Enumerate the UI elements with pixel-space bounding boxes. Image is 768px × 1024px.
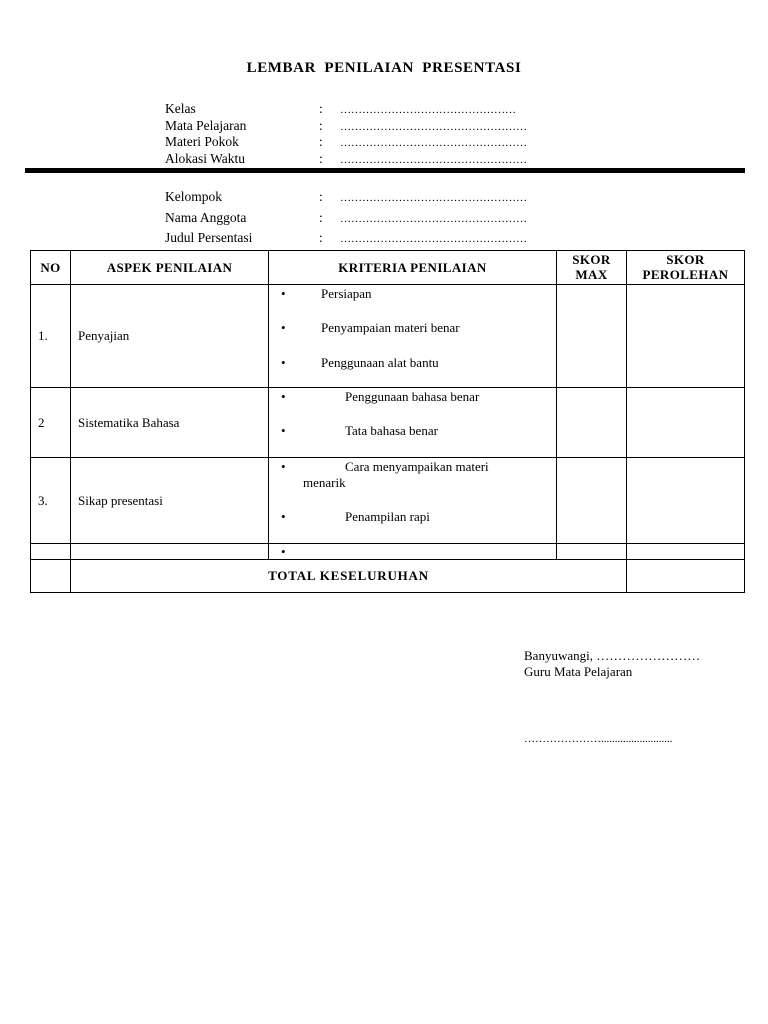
field-colon: :: [319, 151, 323, 166]
criteria-item: [269, 319, 556, 336]
criteria-text: Cara menyampaikan materi: [345, 459, 489, 474]
separator-rule: [25, 168, 745, 173]
total-no: [31, 560, 71, 593]
field-colon: :: [319, 189, 323, 204]
bullet-icon: •: [281, 544, 286, 559]
field-dots: ……………………………………………: [340, 233, 527, 245]
table-header-row: [31, 251, 745, 285]
criteria-item: [269, 544, 556, 559]
bullet-icon: •: [281, 509, 286, 524]
criteria-text: Penggunaan alat bantu: [321, 355, 439, 370]
table-row: [31, 388, 745, 458]
field-dots: ……………………………………………: [340, 154, 527, 166]
row-skor-perolehan: [627, 458, 745, 544]
row-skor-max: [557, 458, 627, 544]
row-skor-perolehan: [627, 285, 745, 388]
criteria-item: [269, 285, 556, 302]
row-no: [31, 544, 71, 560]
row-aspek: [71, 544, 269, 560]
criteria-item: [269, 354, 556, 371]
row-aspek: Sikap presentasi: [71, 458, 269, 544]
document-title: LEMBAR PENILAIAN PRESENTASI: [246, 60, 522, 76]
row-no: 2: [31, 388, 71, 458]
header-skor-perolehan: [627, 251, 745, 285]
row-skor-max: [557, 388, 627, 458]
field-colon: :: [319, 210, 323, 225]
field-label-kelas: Kelas: [165, 101, 196, 116]
row-skor-max: [557, 544, 627, 560]
row-kriteria: [269, 458, 557, 544]
header-skor-perolehan-line2: PEROLEHAN: [642, 267, 729, 282]
row-aspek: Penyajian: [71, 285, 269, 388]
table-row: [31, 458, 745, 544]
header-skor-max: [557, 251, 627, 285]
row-skor-perolehan: [627, 544, 745, 560]
signature-name-line: …………………..........................: [524, 733, 673, 745]
header-no: NO: [31, 251, 71, 285]
bullet-icon: •: [281, 423, 286, 438]
criteria-continuation: [269, 474, 556, 491]
field-label-materi-pokok: Materi Pokok: [165, 134, 239, 149]
criteria-text: Penggunaan bahasa benar: [345, 389, 480, 404]
field-label-kelompok: Kelompok: [165, 189, 222, 204]
bullet-icon: •: [281, 355, 286, 370]
field-label-alokasi-waktu: Alokasi Waktu: [165, 151, 246, 166]
field-label-nama-anggota: Nama Anggota: [165, 210, 247, 225]
row-no: 3.: [31, 458, 71, 544]
criteria-text: Penampilan rapi: [345, 509, 430, 524]
field-dots: ……………………………………………: [340, 137, 527, 149]
row-aspek: Sistematika Bahasa: [71, 388, 269, 458]
field-dots: ……………………………………………: [340, 192, 527, 204]
criteria-text: Tata bahasa benar: [345, 423, 438, 438]
criteria-text: Penyampaian materi benar: [321, 320, 460, 335]
field-dots: …………………………………………: [340, 104, 516, 116]
row-skor-max: [557, 285, 627, 388]
table-total-row: [31, 560, 745, 593]
criteria-item: [269, 388, 556, 405]
header-skor-perolehan-line1: SKOR: [666, 252, 705, 267]
assessment-table: [30, 250, 745, 593]
header-skor-max-line2: MAX: [575, 267, 608, 282]
field-label-judul-persentasi: Judul Persentasi: [165, 230, 253, 245]
field-colon: :: [319, 118, 323, 133]
field-colon: :: [319, 101, 323, 116]
total-label: TOTAL KESELURUHAN: [71, 560, 627, 593]
row-kriteria: [269, 388, 557, 458]
total-skor-perolehan: [627, 560, 745, 593]
criteria-item: [269, 508, 556, 525]
header-kriteria: KRITERIA PENILAIAN: [269, 251, 557, 285]
bullet-icon: •: [281, 320, 286, 335]
row-no: 1.: [31, 285, 71, 388]
row-skor-perolehan: [627, 388, 745, 458]
field-colon: :: [319, 230, 323, 245]
field-label-mata-pelajaran: Mata Pelajaran: [165, 118, 247, 133]
row-kriteria: [269, 544, 557, 560]
header-skor-max-line1: SKOR: [572, 252, 611, 267]
header-aspek: ASPEK PENILAIAN: [71, 251, 269, 285]
criteria-item: [269, 458, 556, 475]
table-row: [31, 285, 745, 388]
field-colon: :: [319, 134, 323, 149]
criteria-text: Persiapan: [321, 286, 372, 301]
bullet-icon: •: [281, 286, 286, 301]
bullet-icon: •: [281, 459, 286, 474]
bullet-icon: •: [281, 389, 286, 404]
field-dots: ……………………………………………: [340, 213, 527, 225]
criteria-item: [269, 422, 556, 439]
signature-role: Guru Mata Pelajaran: [524, 664, 633, 679]
row-kriteria: [269, 285, 557, 388]
signature-place-date: Banyuwangi, ……………………: [524, 648, 701, 663]
table-row-empty: [31, 544, 745, 560]
criteria-text: menarik: [303, 475, 346, 490]
field-dots: ……………………………………………: [340, 121, 527, 133]
